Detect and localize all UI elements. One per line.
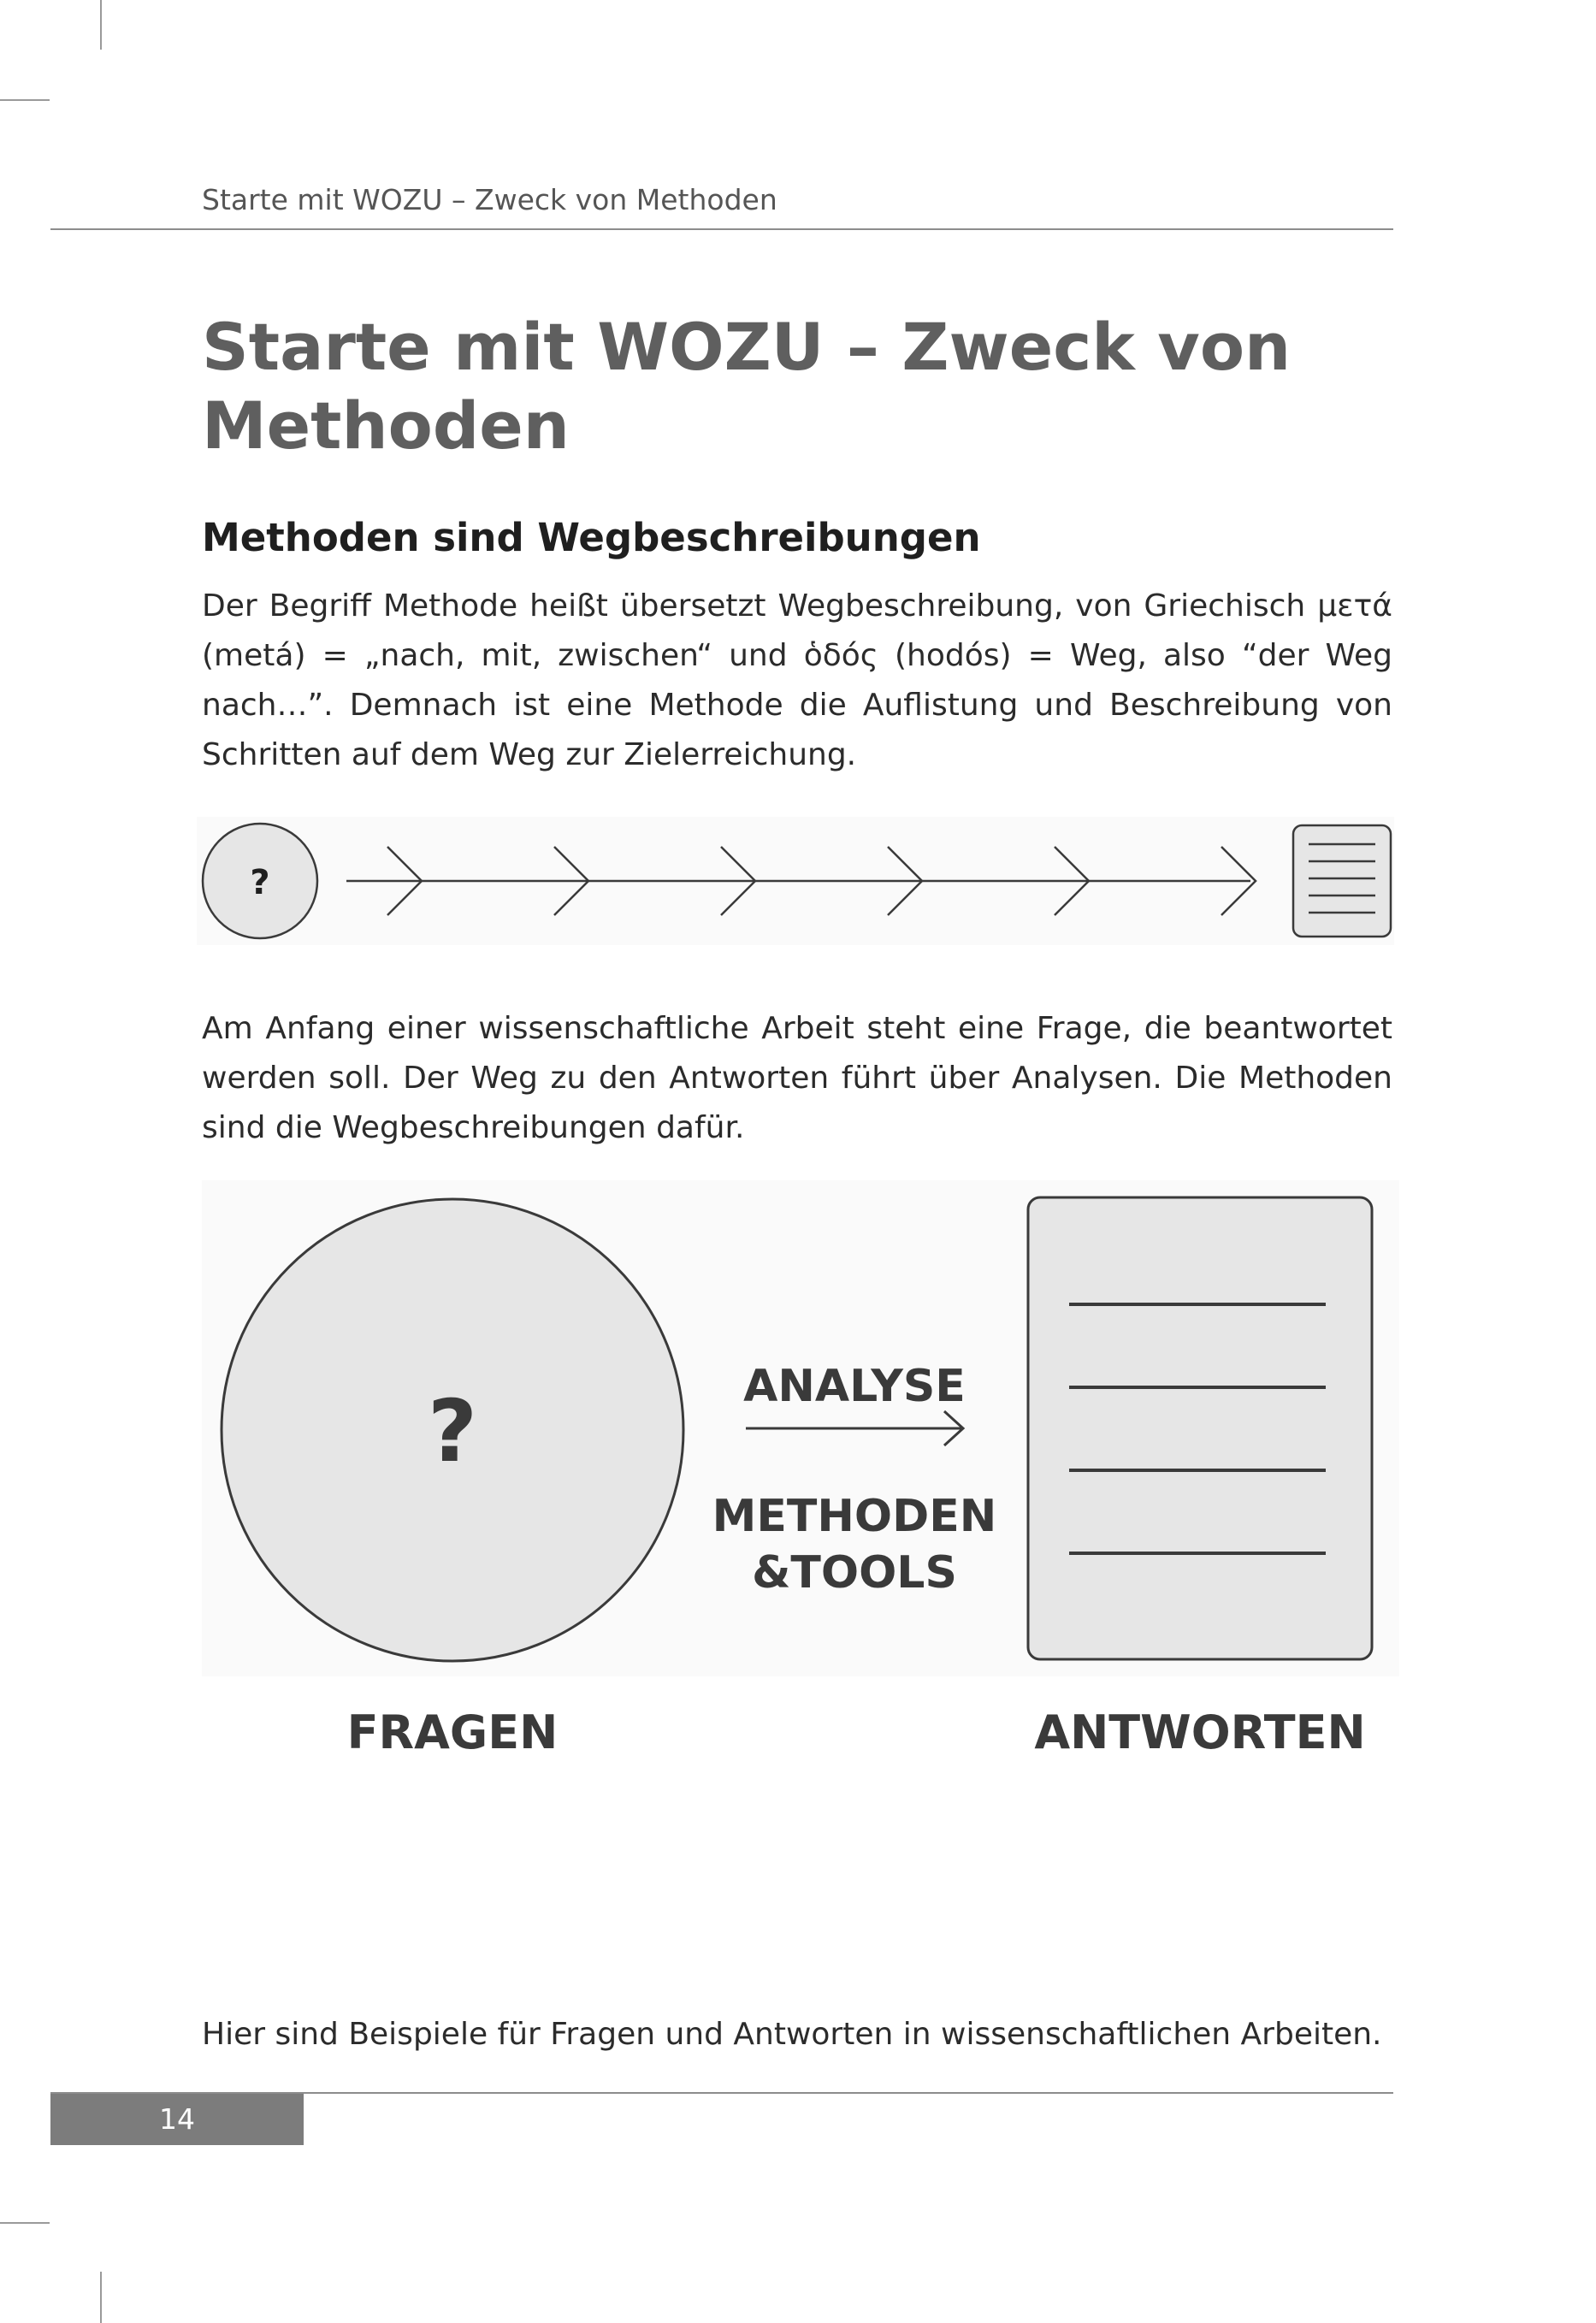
small-question-mark: ? bbox=[250, 863, 270, 902]
large-document-icon bbox=[1028, 1197, 1372, 1659]
small-path-diagram bbox=[171, 808, 1420, 954]
paragraph-examples-intro: Hier sind Beispiele für Fragen und Antworten in wissenschaftlichen Arbeiten. bbox=[202, 2017, 1382, 2052]
large-question-answer-diagram bbox=[202, 1180, 1399, 1779]
large-question-mark: ? bbox=[427, 1381, 478, 1481]
crop-mark-top-left-vertical bbox=[100, 0, 102, 50]
crop-mark-bottom-left-horizontal bbox=[0, 2222, 50, 2224]
page-title bbox=[202, 308, 1399, 465]
crop-mark-bottom-left-vertical bbox=[100, 2272, 102, 2323]
crop-mark-top-left-horizontal bbox=[0, 99, 50, 101]
page-title-line-2: Methoden bbox=[202, 387, 570, 464]
fragen-label: FRAGEN bbox=[346, 1705, 559, 1759]
page-number: 14 bbox=[159, 2102, 195, 2136]
methoden-label-line-2: &TOOLS bbox=[752, 1547, 957, 1599]
paragraph-question-analysis: Am Anfang einer wissenschaftliche Arbeit steht eine Frage, die beantwortet werden soll. Der Weg zu den Antworten führt über Analysen. Die Methoden sind die Wegbeschreibungen dafür. bbox=[202, 1011, 1392, 1145]
header-rule bbox=[50, 228, 1393, 230]
small-document-icon bbox=[1293, 825, 1391, 937]
running-header-title: Starte mit WOZU – Zweck von Methoden bbox=[202, 183, 777, 216]
antworten-label: ANTWORTEN bbox=[1034, 1705, 1366, 1759]
methoden-label-line-1: METHODEN bbox=[712, 1491, 997, 1542]
section-title: Methoden sind Wegbeschreibungen bbox=[202, 515, 981, 560]
analyse-label: ANALYSE bbox=[743, 1361, 966, 1412]
paragraph-method-definition: Der Begriff Methode heißt übersetzt Wegbeschreibung, von Griechisch μετά (metá) = „nach, mit, zwischen“ und ὁδός (hodós) = Weg, also “der Weg nach…”. Demnach ist eine Methode die Auflistung und Beschreibung von Schritten auf dem Weg zur Zielerreichung. bbox=[202, 588, 1392, 772]
page-title-line-1: Starte mit WOZU – Zweck von bbox=[202, 309, 1292, 385]
